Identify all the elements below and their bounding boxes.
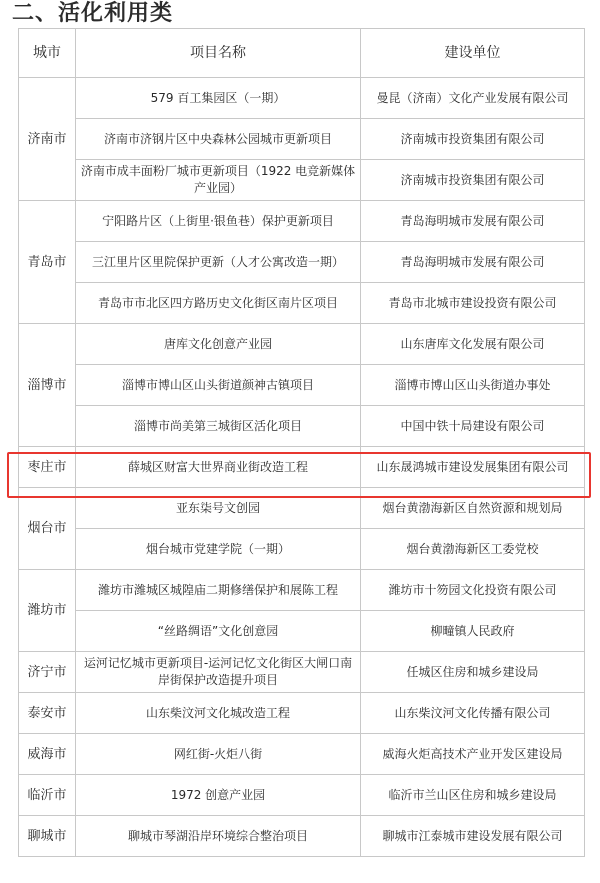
table-row [19, 242, 585, 283]
table-row [19, 611, 585, 652]
construction-unit-cell: 烟台黄渤海新区工委党校 [361, 529, 585, 570]
project-name-cell: “丝路绸语”文化创意园 [76, 611, 361, 652]
table-row [19, 570, 585, 611]
construction-unit-cell: 威海火炬高技术产业开发区建设局 [361, 734, 585, 775]
city-cell: 潍坊市 [19, 570, 76, 652]
section-heading: 二、活化利用类 [12, 1, 174, 26]
table-row [19, 488, 585, 529]
city-cell: 济宁市 [19, 652, 76, 693]
table-row [19, 734, 585, 775]
city-cell: 枣庄市 [19, 447, 76, 488]
table-row [19, 119, 585, 160]
city-cell: 淄博市 [19, 324, 76, 447]
table-row [19, 652, 585, 693]
table-row [19, 775, 585, 816]
construction-unit-cell: 烟台黄渤海新区自然资源和规划局 [361, 488, 585, 529]
table-header-row [19, 29, 585, 78]
table-row [19, 160, 585, 201]
col-header-project: 项目名称 [76, 29, 361, 78]
table-row [19, 406, 585, 447]
project-name-cell: 运河记忆城市更新项目-运河记忆文化街区大闸口南岸街保护改造提升项目 [76, 652, 361, 693]
construction-unit-cell: 任城区住房和城乡建设局 [361, 652, 585, 693]
construction-unit-cell: 济南城市投资集团有限公司 [361, 119, 585, 160]
city-cell: 济南市 [19, 78, 76, 201]
project-table [18, 28, 585, 857]
construction-unit-cell: 青岛市北城市建设投资有限公司 [361, 283, 585, 324]
table-row [19, 201, 585, 242]
construction-unit-cell: 山东柴汶河文化传播有限公司 [361, 693, 585, 734]
project-name-cell: 青岛市市北区四方路历史文化街区南片区项目 [76, 283, 361, 324]
construction-unit-cell: 潍坊市十笏园文化投资有限公司 [361, 570, 585, 611]
table-row [19, 816, 585, 857]
project-name-cell: 山东柴汶河文化城改造工程 [76, 693, 361, 734]
project-name-cell: 亚东柒号文创园 [76, 488, 361, 529]
project-name-cell: 579 百工集园区（一期） [76, 78, 361, 119]
construction-unit-cell: 临沂市兰山区住房和城乡建设局 [361, 775, 585, 816]
construction-unit-cell: 柳疃镇人民政府 [361, 611, 585, 652]
project-name-cell: 济南市济钢片区中央森林公园城市更新项目 [76, 119, 361, 160]
table-row [19, 365, 585, 406]
project-name-cell: 济南市成丰面粉厂城市更新项目（1922 电竞新媒体产业园） [76, 160, 361, 201]
construction-unit-cell: 中国中铁十局建设有限公司 [361, 406, 585, 447]
table-row [19, 693, 585, 734]
project-name-cell: 唐库文化创意产业园 [76, 324, 361, 365]
table-row [19, 324, 585, 365]
construction-unit-cell: 淄博市博山区山头街道办事处 [361, 365, 585, 406]
table-row [19, 529, 585, 570]
construction-unit-cell: 聊城市江泰城市建设发展有限公司 [361, 816, 585, 857]
table-body [19, 78, 585, 857]
construction-unit-cell: 青岛海明城市发展有限公司 [361, 242, 585, 283]
city-cell: 泰安市 [19, 693, 76, 734]
table-row [19, 283, 585, 324]
construction-unit-cell: 山东晟鸿城市建设发展集团有限公司 [361, 447, 585, 488]
project-name-cell: 网红街-火炬八街 [76, 734, 361, 775]
project-name-cell: 1972 创意产业园 [76, 775, 361, 816]
project-name-cell: 薛城区财富大世界商业街改造工程 [76, 447, 361, 488]
project-name-cell: 聊城市琴湖沿岸环境综合整治项目 [76, 816, 361, 857]
project-name-cell: 烟台城市党建学院（一期） [76, 529, 361, 570]
project-name-cell: 淄博市尚美第三城街区活化项目 [76, 406, 361, 447]
project-name-cell: 三江里片区里院保护更新（人才公寓改造一期） [76, 242, 361, 283]
project-name-cell: 潍坊市潍城区城隍庙二期修缮保护和展陈工程 [76, 570, 361, 611]
col-header-unit: 建设单位 [361, 29, 585, 78]
construction-unit-cell: 青岛海明城市发展有限公司 [361, 201, 585, 242]
city-cell: 聊城市 [19, 816, 76, 857]
project-name-cell: 宁阳路片区（上街里·银鱼巷）保护更新项目 [76, 201, 361, 242]
construction-unit-cell: 曼昆（济南）文化产业发展有限公司 [361, 78, 585, 119]
table-row [19, 78, 585, 119]
table-row [19, 447, 585, 488]
project-name-cell: 淄博市博山区山头街道颜神古镇项目 [76, 365, 361, 406]
city-cell: 青岛市 [19, 201, 76, 324]
city-cell: 临沂市 [19, 775, 76, 816]
city-cell: 威海市 [19, 734, 76, 775]
city-cell: 烟台市 [19, 488, 76, 570]
col-header-city: 城市 [19, 29, 76, 78]
construction-unit-cell: 山东唐库文化发展有限公司 [361, 324, 585, 365]
construction-unit-cell: 济南城市投资集团有限公司 [361, 160, 585, 201]
